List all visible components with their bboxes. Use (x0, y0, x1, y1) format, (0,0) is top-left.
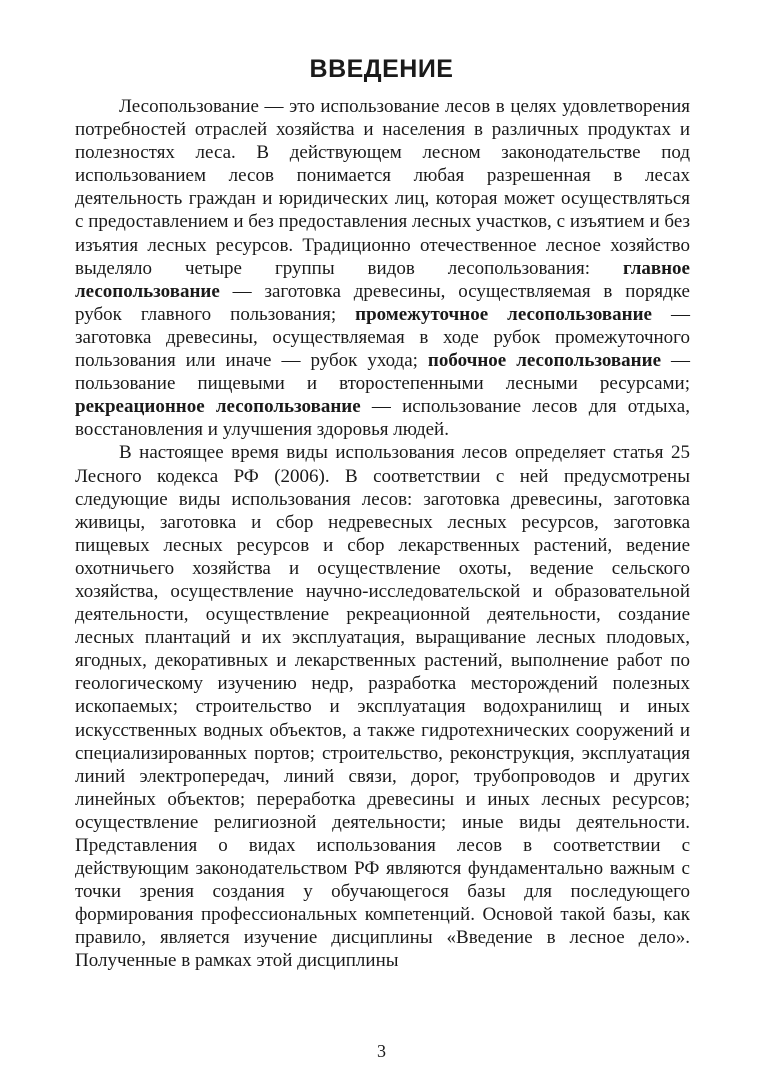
p1-text-4: — пользование пищевыми и второстепенными лесными ресурсами; (75, 350, 690, 395)
page-title: ВВЕДЕНИЕ (309, 55, 454, 83)
term-secondary-forest-use: побочное лесопользование (427, 350, 662, 372)
page-number: 3 (377, 1041, 386, 1061)
term-recreational-forest-use: рекреационное лесопользование (75, 396, 361, 418)
p1-text-1: Лесопользование — это использование лесов в целях удовлетворения потребностей отраслей хозяйства и населения в различных продуктах и полезностях леса. В действующем лесном законодательстве под использованием лесов понимается любая разрешенная в лесах деятельность граждан и юридических лиц, которая может осуществляться с предоставлением и без предоставления лесных участков, с изъятием и без изъятия лесных ресурсов. Традиционно отечественное лесное хозяйство выделяло четыре группы видов лесопользования: (75, 96, 690, 279)
p1-text-3: — заготовка древесины, осуществляемая в ходе рубок промежуточного пользования или иначе — рубок ухода; (75, 303, 690, 372)
term-main-forest-use: главное лесопользование (75, 257, 690, 302)
p1-text-5: — использование лесов для отдыха, восстановления и улучшения здоровья людей. (75, 396, 690, 441)
p1-text-2: — заготовка древесины, осуществляемая в порядке рубок главного пользования; (75, 280, 690, 325)
paragraph-1 (75, 95, 690, 441)
body-text (75, 95, 690, 973)
term-intermediate-forest-use: промежуточное лесопользование (355, 303, 652, 325)
paragraph-2: В настоящее время виды использования лесов определяет статья 25 Лесного кодекса РФ (2006). В соответствии с ней предусмотрены следующие виды использования лесов: заготовка древесины, заготовка живицы, заготовка и сбор недревесных лесных ресурсов, заготовка пищевых лесных ресурсов и сбор лекарственных растений, ведение охотничьего хозяйства и осуществление охоты, ведение сельского хозяйства, осуществление научно-исследовательской и образовательной деятельности, осуществление рекреационной деятельности, создание лесных плантаций и их эксплуатация, выращивание лесных плодовых, ягодных, декоративных и лекарственных растений, выполнение работ по геологическому изучению недр, разработка месторождений полезных ископаемых; строительство и эксплуатация водохранилищ и иных искусственных водных объектов, а также гидротехнических сооружений и специализированных портов; строительство, реконструкция, эксплуатация линий электропередач, линий связи, дорог, трубопроводов и других линейных объектов; переработка древесины и иных лесных ресурсов; осуществление религиозной деятельности; иные виды деятельности. Представления о видах использования лесов в соответствии с действующим законодательством РФ являются фундаментально важным с точки зрения создания у обучающегося базы для последующего формирования профессиональных компетенций. Основой такой базы, как правило, является изучение дисциплины «Введение в лесное дело». Полученные в рамках этой дисциплины (75, 442, 690, 972)
